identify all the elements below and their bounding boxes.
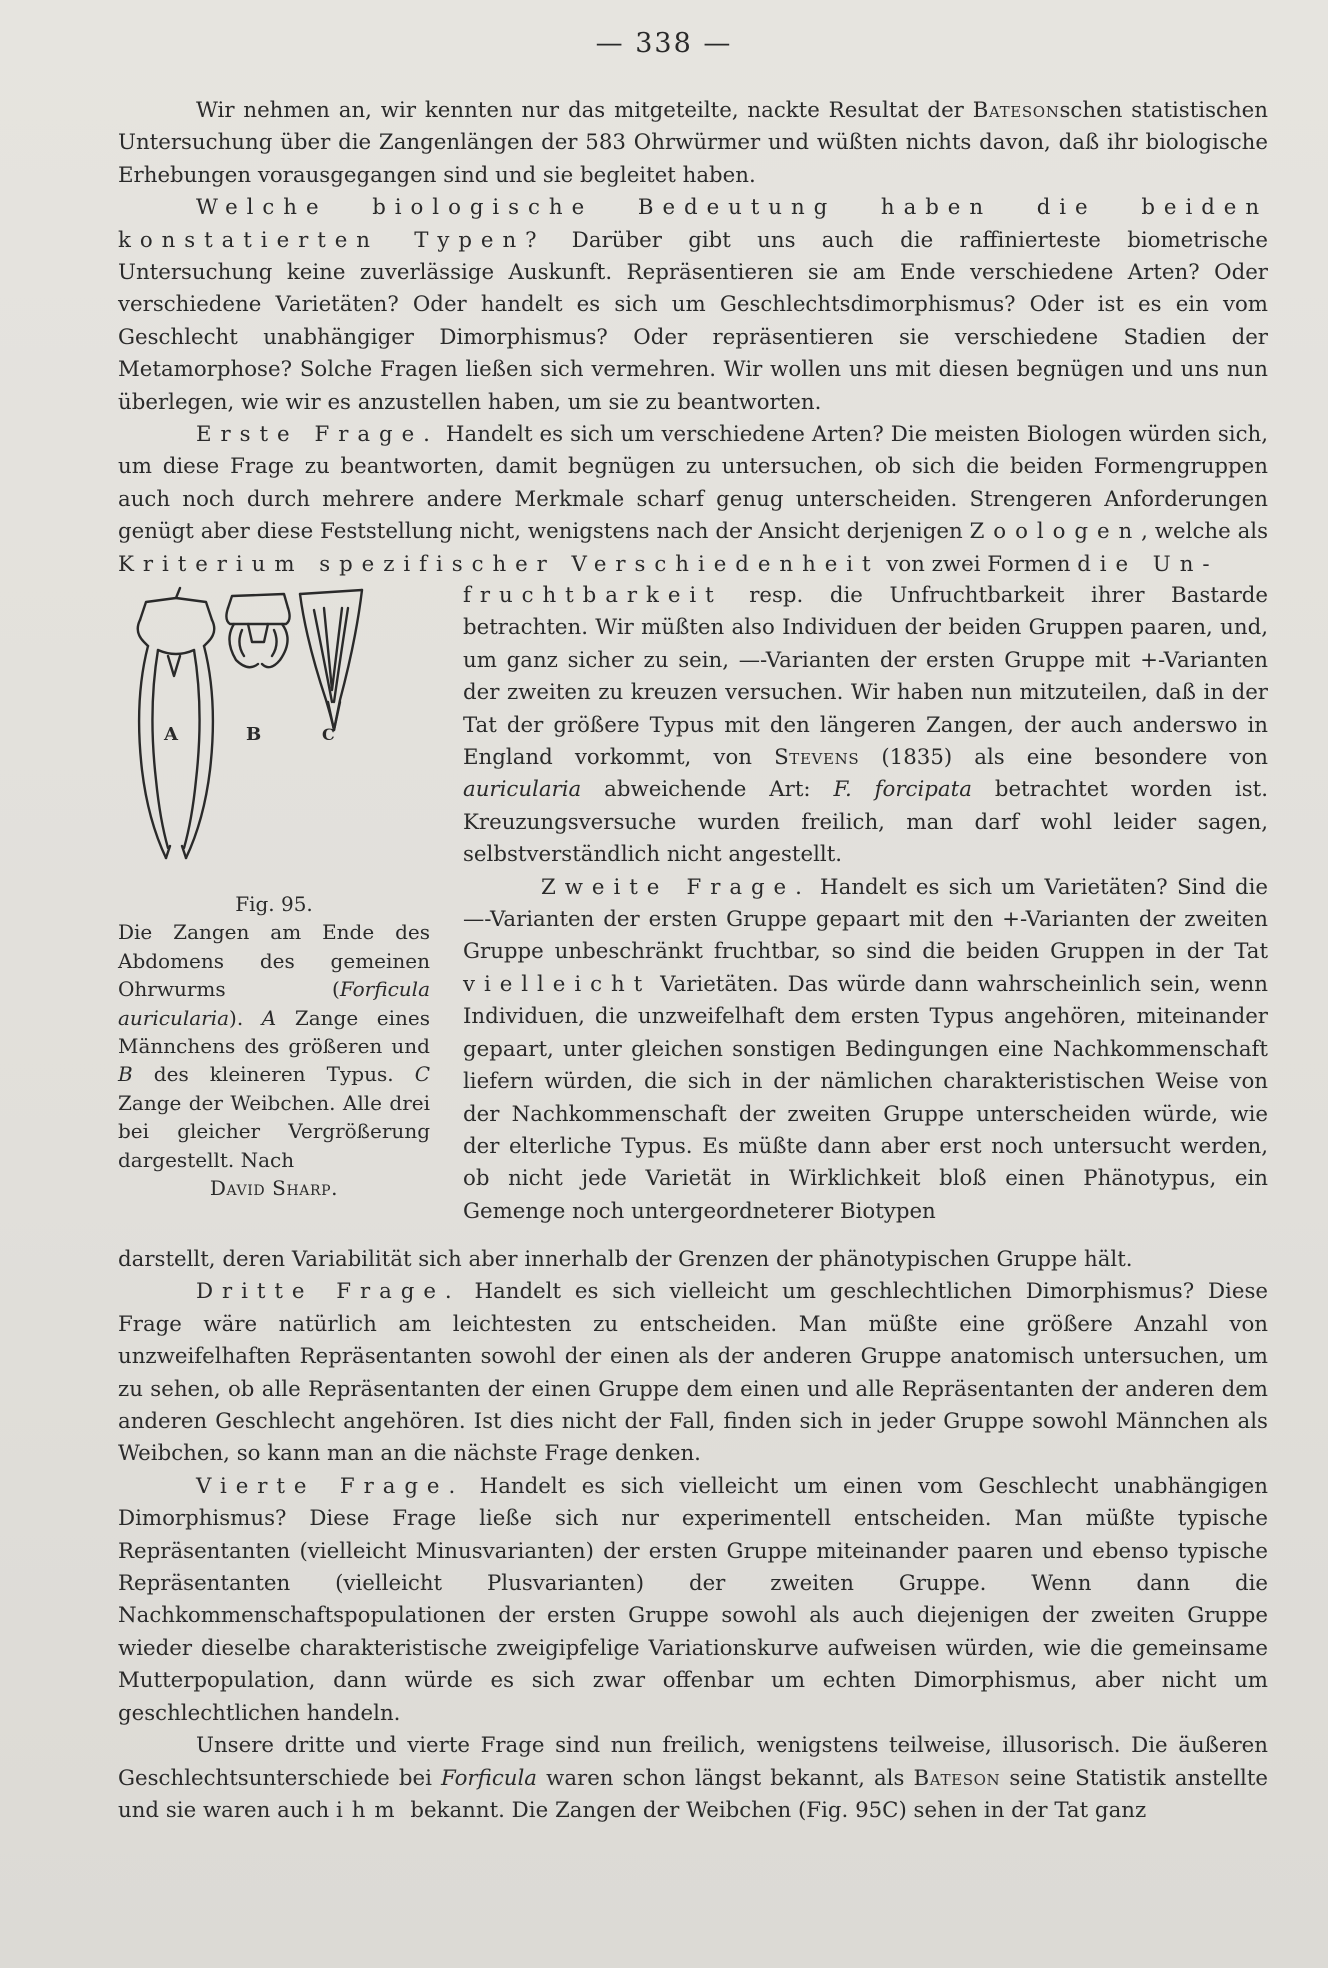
text-run: Varietäten. Das würde dann wahrscheinlich sein, wenn Individuen, die unzweifelhaft dem ersten Typus angehören, miteinander gepaart, unter gleichen sonstigen Bedingungen eine Nachkommenschaft liefern würden, die sich in der nämlichen charakteristischen Weise von der Nachkommenschaft der zweiten Gruppe unterscheiden würde, wie der elterliche Typus. Es müßte dann aber erst noch untersucht werden, ob nicht jede Varietät in Wirklichkeit bloß einen Phänotypus, ein Gemenge noch untergeordneterer Biotypen: [463, 971, 1268, 1224]
text-run: Darüber gibt uns auch die raffinierteste biometrische Untersuchung keine zuverlässige Auskunft. Repräsentieren sie am Ende verschiedene Arten? Oder verschiedene Varietäten? Oder handelt es sich um Geschlechtsdimorphismus? Oder ist es ein vom Geschlecht unabhängiger Dimorphismus? Oder repräsentieren sie verschiedene Stadien der Metamorphose? Solche Fragen ließen sich vermehren. Wir wollen uns mit diesen begnügen und uns nun überlegen, wie wir es anzustellen haben, um sie zu beantworten.: [118, 227, 1268, 415]
small-caps-name: Bateson: [913, 1765, 1001, 1791]
text-run: ).: [229, 1005, 262, 1030]
paragraph: [118, 1244, 1268, 1276]
text-run: Handelt es sich um Varietäten? Sind die —-Varianten der ersten Gruppe gepaart mit den +-Varianten der zweiten Gruppe unbeschränkt fruchtbar, so sind die beiden Gruppen in der Tat: [463, 874, 1268, 965]
paragraph: [118, 419, 1268, 581]
text-run: Wir nehmen an, wir kennten nur das mitgeteilte, nackte Resultat der: [196, 98, 973, 123]
text-run: schen statistischen Untersuchung über die Zangenlängen der 583 Ohrwürmer und wüßten nichts davon, daß ihr biologische Erhebungen vorausgegangen sind und sie begleitet haben.: [118, 98, 1268, 188]
spaced-text: Zoologen: [969, 519, 1142, 545]
italic-text: auricularia: [463, 777, 582, 803]
text-run: Zange der Weibchen. Alle drei bei gleicher Vergrößerung dargestellt. Nach: [118, 1090, 430, 1172]
figure-caption-text: [118, 918, 430, 1174]
figure-title: Fig. 95.: [235, 892, 313, 916]
paragraph: [463, 872, 1268, 1228]
text-run: Handelt es sich vielleicht um geschlechtlichen Dimorphismus? Diese Frage wäre natürlich am leichtesten zu entscheiden. Man müßte eine größere Anzahl von unzweifelhaften Repräsentanten sowohl der einen als der anderen Gruppe anatomisch untersuchen, um zu sehen, ob alle Repräsentanten der einen Gruppe dem einen und alle Repräsentanten der anderen dem anderen Geschlecht angehören. Ist dies nicht der Fall, finden sich in jeder Gruppe sowohl Männchen als Weibchen, so kann man an die nächste Frage denken.: [118, 1279, 1269, 1467]
spaced-text: vielleicht: [463, 971, 652, 997]
label-b: B: [246, 724, 262, 745]
text-run: Die Zangen am Ende des Abdomens des gemeinen Ohrwurms (: [118, 920, 430, 1002]
spaced-text: fruchtbarkeit: [463, 583, 723, 608]
figure-95: [118, 580, 434, 1244]
figure-caption-author: David Sharp.: [209, 1176, 339, 1201]
text-run: waren schon längst bekannt, als: [536, 1765, 914, 1791]
text-run: seine Statistik anstellte und sie waren auch: [118, 1765, 1268, 1823]
text-run: Unsere dritte und vierte Frage sind nun freilich, wenigstens teilweise, illusorisch. Die äußeren Geschlechtsunterschiede bei: [118, 1733, 1268, 1791]
forceps-a-drawing: [138, 588, 215, 858]
text-run: resp. die Unfruchtbarkeit ihrer Bastarde betrachten. Wir müßten also Individuen der beiden Gruppen paaren, und, um ganz sicher zu sein, —-Varianten der ersten Gruppe mit +-Varianten der zweiten zu kreuzen versuchen. Wir haben nun mitzuteilen, daß in der Tat der größere Typus mit den längeren Zangen, der auch anderswo in England vorkommt, von: [463, 583, 1268, 771]
closing-text: [118, 1244, 1268, 1827]
spaced-text: die Un-: [1077, 551, 1219, 577]
text-run: Zange eines Männchens des größeren und: [118, 1005, 430, 1059]
label-a: A: [164, 724, 178, 745]
italic-text: Forficula: [441, 1765, 537, 1791]
spaced-text: Kriterium spezifischer Verschiedenheit: [118, 551, 880, 577]
spaced-text: Zweite Frage.: [541, 874, 811, 900]
spaced-text: Welche biologische Bedeutung haben die beiden konstatierten Typen?: [118, 195, 1268, 253]
text-run: des kleineren Typus.: [132, 1062, 415, 1087]
paragraph: [118, 95, 1268, 192]
label-c: C: [322, 725, 335, 744]
paragraph: [118, 192, 1268, 419]
text-run: Handelt es sich um verschiedene Arten? Die meisten Biologen würden sich, um diese Frage zu beantworten, damit begnügen zu untersuchen, ob sich die beiden Formengruppen auch noch durch mehrere andere Merkmale scharf genug unterscheiden. Strengeren Anforderungen genügt aber diese Feststellung nicht, wenigstens nach der Ansicht derjenigen: [118, 422, 1268, 545]
text-run: betrachtet worden ist. Kreuzungsversuche wurden freilich, man darf wohl leider sagen, selbstverständlich nicht angestellt.: [463, 777, 1268, 868]
text-run: abweichende Art:: [581, 777, 834, 803]
figure-wrap-area: [118, 580, 1268, 1244]
earwig-forceps-illustration: [128, 580, 428, 880]
spaced-text: ihm: [335, 1797, 404, 1823]
side-text-column: [463, 580, 1268, 1228]
italic-text: B: [118, 1062, 133, 1087]
text-run: bekannt. Die Zangen der Weibchen (Fig. 95C) sehen in der Tat ganz: [403, 1797, 1147, 1823]
italic-text: C: [414, 1062, 430, 1087]
paragraph: [118, 1730, 1268, 1827]
figure-caption: [118, 890, 430, 1202]
italic-text: A: [261, 1005, 277, 1030]
spaced-text: Erste Frage.: [196, 422, 439, 448]
text-run: , welche als: [1141, 519, 1269, 545]
text-run: von zwei Formen: [879, 551, 1078, 577]
spaced-text: Dritte Frage.: [196, 1279, 461, 1305]
italic-text: Forficula auricularia: [118, 977, 430, 1030]
paragraph: [118, 1276, 1268, 1470]
text-run: darstellt, deren Variabilität sich aber innerhalb der Grenzen der phänotypischen Gruppe hält.: [118, 1247, 1133, 1272]
page-number: — 338 —: [595, 28, 733, 59]
forceps-c-drawing: [300, 590, 362, 730]
text-run: Handelt es sich vielleicht um einen vom Geschlecht unabhängigen Dimorphismus? Diese Frage ließe sich nur experimentell entscheiden. Man müßte typische Repräsentanten (vielleicht Minusvarianten) der ersten Gruppe miteinander paaren und ebenso typische Repräsentanten (vielleicht Plusvarianten) der zweiten Gruppe. Wenn dann die Nachkommenschaftspopulationen der ersten Gruppe sowohl als auch diejenigen der zweiten Gruppe wieder dieselbe charakteristische zweigipfelige Variationskurve aufweisen würden, wie die gemeinsame Mutterpopulation, dann würde es sich zwar offenbar um echten Dimorphismus, aber nicht um geschlechtlichen handeln.: [118, 1473, 1268, 1726]
small-caps-name: Stevens: [774, 745, 860, 771]
paragraph: [118, 1471, 1268, 1730]
paragraph: [463, 580, 1268, 872]
italic-text: F. forcipata: [833, 777, 972, 803]
small-caps-name: Bateson: [972, 98, 1060, 123]
forceps-b-drawing: [226, 594, 289, 667]
intro-text: [118, 95, 1268, 581]
spaced-text: Vierte Frage.: [196, 1473, 465, 1499]
text-run: (1835) als eine besondere von: [859, 745, 1269, 771]
